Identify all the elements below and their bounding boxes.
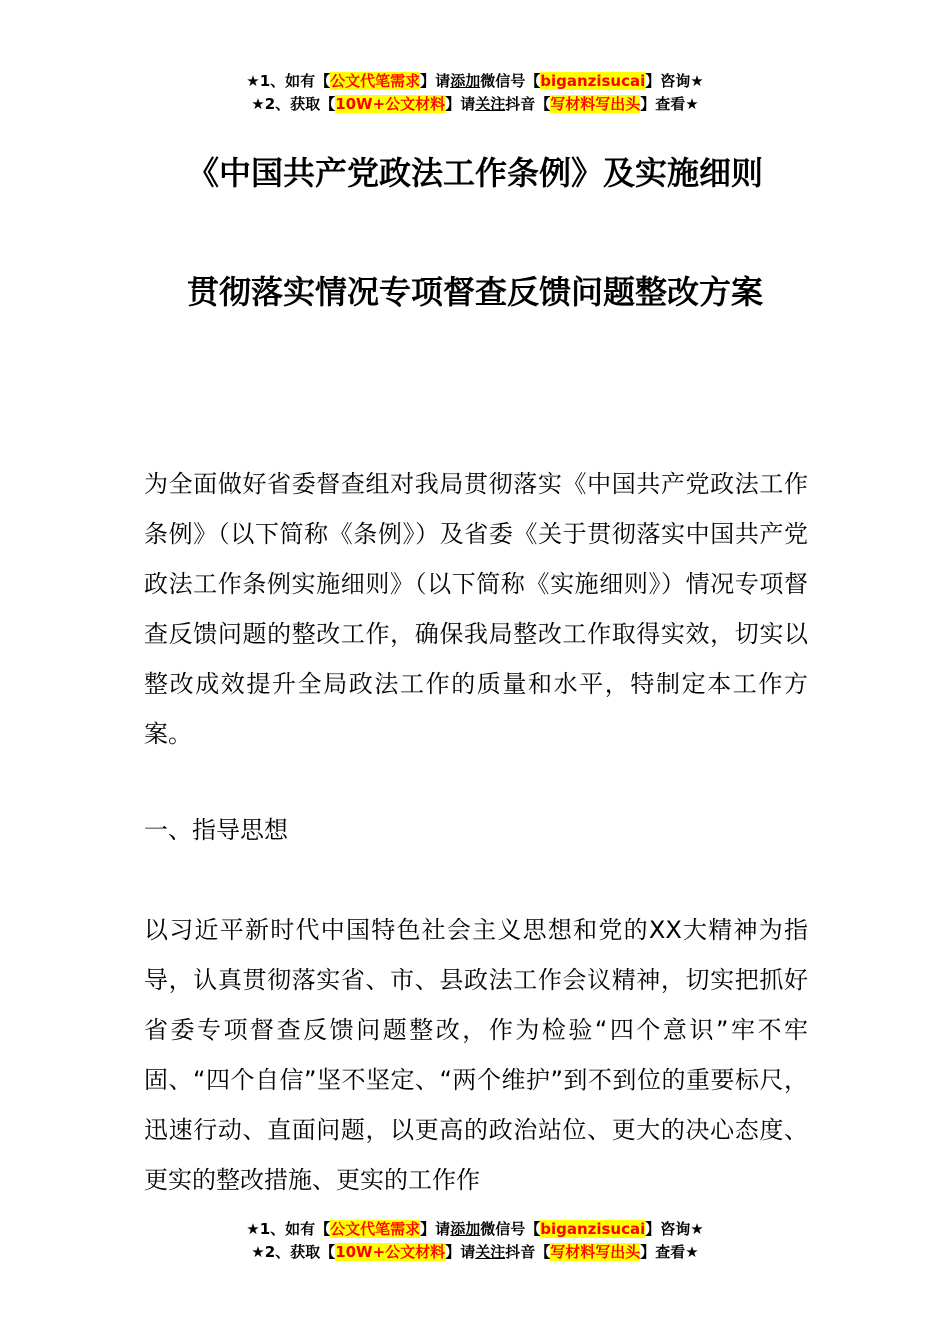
header-banner [0, 70, 950, 116]
footer-banner [0, 1218, 950, 1264]
section-paragraph: 以习近平新时代中国特色社会主义思想和党的XX大精神为指导，认真贯彻落实省、市、县政法工作会议精神，切实把抓好省委专项督查反馈问题整改，作为检验“四个意识”牢不牢固、“四个自信”坚不坚定、“两个维护”到不到位的重要标尺，迅速行动、直面问题，以更高的政治站位、更大的决心态度、更实的整改措施、更实的工作作 [144, 916, 808, 1194]
banner-underlined: 添加 [450, 72, 481, 90]
banner-text: 微信号【 [480, 1220, 541, 1238]
banner-line-2 [0, 1241, 950, 1264]
document-title-line-2: 贯彻落实情况专项督查反馈问题整改方案 [186, 273, 763, 311]
banner-highlight: 10W+公文材料 [335, 1243, 446, 1261]
banner-line-1 [0, 70, 950, 93]
banner-text: 抖音【 [505, 1243, 551, 1261]
banner-text: 微信号【 [480, 72, 541, 90]
banner-underlined: 关注 [475, 1243, 506, 1261]
banner-text: ★1、如有【 [246, 72, 331, 90]
banner-text: 抖音【 [505, 95, 551, 113]
document-title-line-1: 《中国共产党政法工作条例》及实施细则 [186, 154, 763, 192]
banner-highlight: 公文代笔需求 [330, 72, 421, 90]
banner-underlined: 添加 [450, 1220, 481, 1238]
banner-text: 】请 [445, 1243, 476, 1261]
intro-paragraph: 为全面做好省委督查组对我局贯彻落实《中国共产党政法工作条例》（以下简称《条例》）及省委《关于贯彻落实中国共产党政法工作条例实施细则》（以下简称《实施细则》）情况专项督查反馈问题的整改工作，确保我局整改工作取得实效，切实以整改成效提升全局政法工作的质量和水平，特制定本工作方案。 [144, 470, 808, 748]
banner-line-1 [0, 1218, 950, 1241]
banner-text: 】查看★ [640, 95, 699, 113]
banner-text: 】咨询★ [645, 1220, 704, 1238]
banner-highlight: 公文代笔需求 [330, 1220, 421, 1238]
banner-text: ★2、获取【 [251, 95, 336, 113]
banner-highlight: biganzisucai [540, 72, 646, 90]
banner-highlight: 写材料写出头 [550, 95, 641, 113]
banner-text: 】查看★ [640, 1243, 699, 1261]
banner-text: 】请 [445, 95, 476, 113]
section-heading: 一、指导思想 [144, 816, 288, 844]
banner-text: 】请 [420, 72, 451, 90]
banner-text: 】咨询★ [645, 72, 704, 90]
banner-text: ★1、如有【 [246, 1220, 331, 1238]
banner-text: 】请 [420, 1220, 451, 1238]
banner-highlight: 写材料写出头 [550, 1243, 641, 1261]
banner-text: ★2、获取【 [251, 1243, 336, 1261]
banner-underlined: 关注 [475, 95, 506, 113]
banner-highlight: biganzisucai [540, 1220, 646, 1238]
banner-highlight: 10W+公文材料 [335, 95, 446, 113]
banner-line-2 [0, 93, 950, 116]
